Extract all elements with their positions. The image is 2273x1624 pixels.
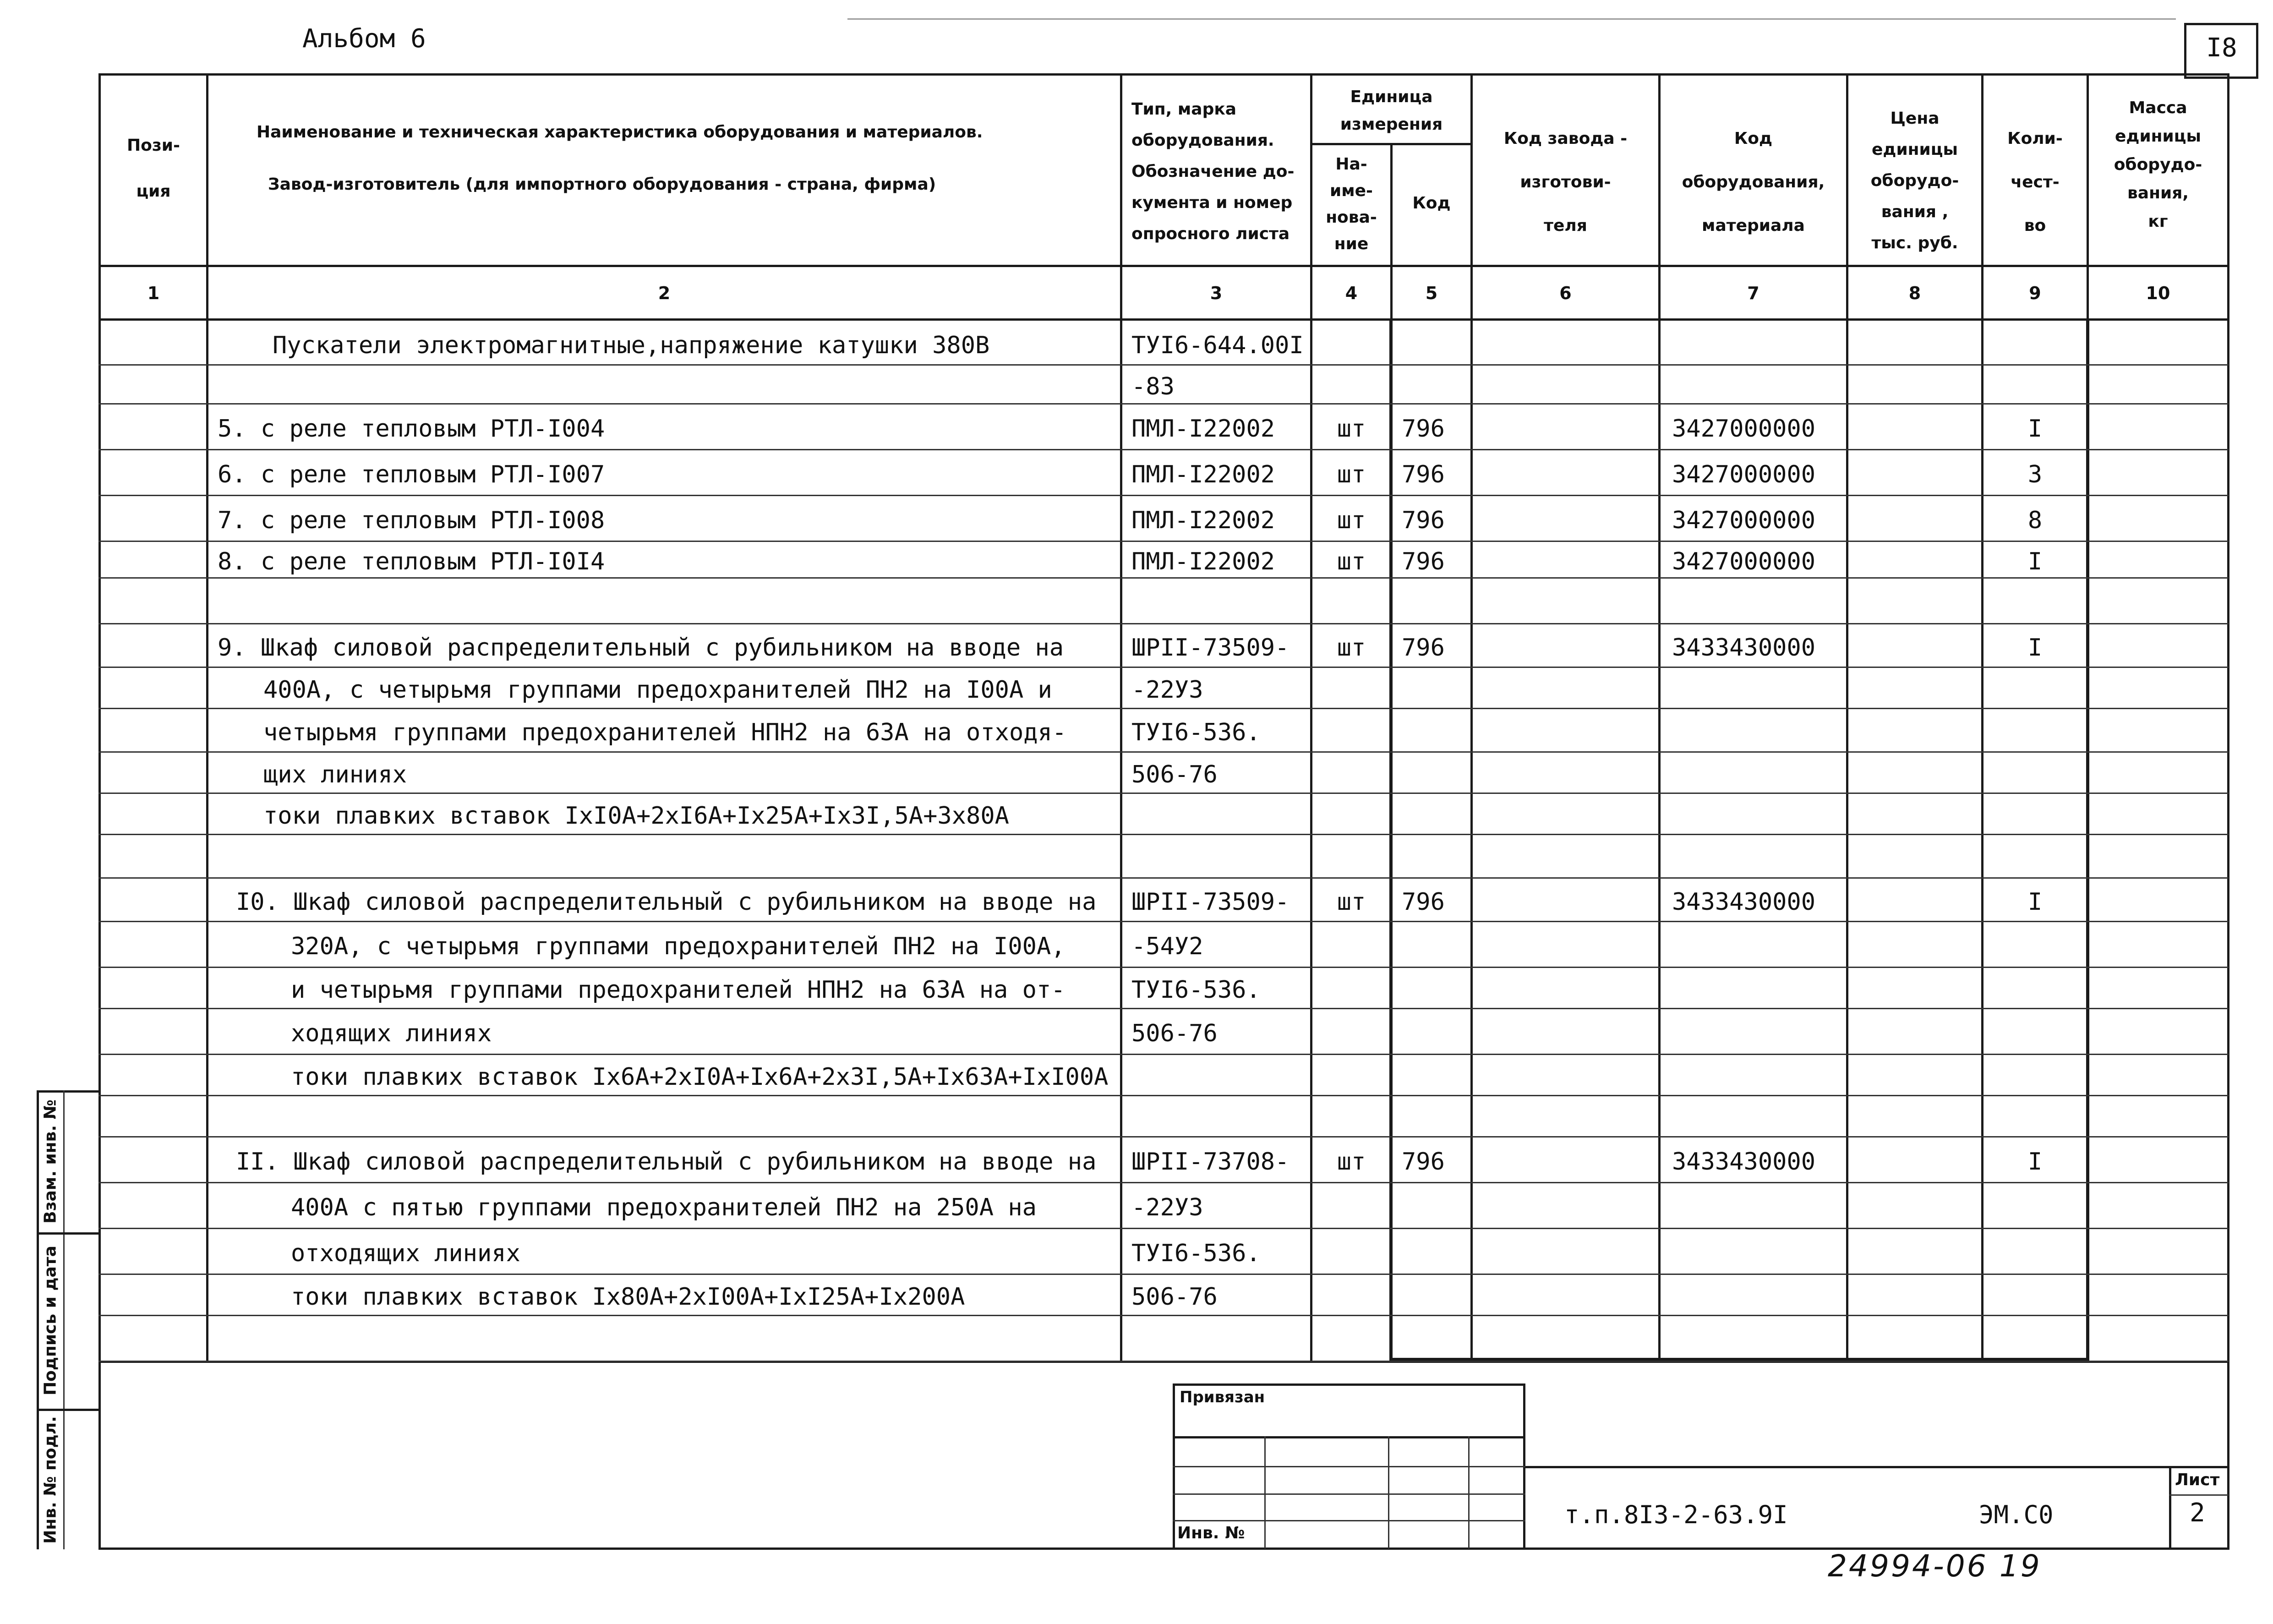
table-row-rule [98, 1228, 2229, 1229]
table-row-rule [98, 1315, 2229, 1316]
cell-qty: I [2027, 888, 2043, 916]
stamp-col-3 [1468, 1436, 1470, 1548]
cell-unit: шт [1337, 415, 1366, 443]
table-row-rule [98, 577, 2229, 579]
cell-name: 400А с пятью группами предохранителей ПН2 на 250А на [291, 1194, 1037, 1221]
header-col3: Тип, марка оборудования. Обозначение до- кумента и номер опросного листа [1131, 100, 1295, 243]
cell-type: -83 [1131, 372, 1175, 400]
cell-name: 7. с реле тепловым РТЛ-I008 [218, 507, 605, 534]
side-label-inv: Инв. № подл. [41, 1416, 60, 1544]
stamp-doc-rule [1525, 1466, 2229, 1468]
cell-equip-code: 3433430000 [1672, 1148, 1816, 1176]
cell-name: токи плавких вставок Ix6А+2xI0А+Ix6А+2x3I,5А+Ix63А+IxI00А [291, 1063, 1109, 1091]
cell-equip-code: 3427000000 [1672, 415, 1816, 443]
header-col10: Масса единицы оборудо- вания, кг [2114, 98, 2202, 231]
cell-name: 9. Шкаф силовой распределительный с рубильником на вводе на [218, 634, 1064, 662]
header-unit-group: Единица измерения [1340, 87, 1443, 134]
cell-unit-code: 796 [1402, 634, 1445, 662]
cell-unit-code: 796 [1402, 461, 1445, 488]
cell-name: ходящих линиях [291, 1020, 492, 1047]
colnum-10: 10 [2146, 283, 2170, 303]
page-corner-number: I8 [2206, 33, 2237, 63]
colnum-4: 4 [1345, 283, 1358, 303]
header-col7: Код оборудования, материала [1682, 129, 1825, 235]
header-col4: На- име- нова- ние [1326, 155, 1377, 253]
cell-qty: I [2027, 415, 2043, 443]
cell-unit: шт [1337, 634, 1366, 662]
cell-equip-code: 3427000000 [1672, 461, 1816, 488]
table-row-rule [98, 1361, 2229, 1362]
colnum-1: 1 [147, 283, 160, 303]
cell-qty: I [2027, 1148, 2043, 1176]
table-row-rule [98, 921, 2229, 922]
colnum-7: 7 [1747, 283, 1759, 303]
side-split-1 [37, 1232, 101, 1235]
cell-name: 8. с реле тепловым РТЛ-I0I4 [218, 548, 605, 575]
table-row-rule [98, 449, 2229, 450]
header-col8: Цена единицы оборудо- вания , тыс. руб. [1870, 109, 1959, 252]
cell-type: ТУI6-536. [1131, 976, 1261, 1004]
header-col2-line2: Завод-изготовитель (для импортного оборудования - страна, фирма) [268, 175, 936, 194]
stamp-inv-no: Инв. № [1177, 1524, 1245, 1542]
table-row-rule [98, 877, 2229, 879]
cell-qty: 8 [2027, 507, 2043, 534]
cell-name: токи плавких вставок IxI0А+2xI6А+Ix25А+Ix3I,5А+3x80А [263, 802, 1009, 830]
side-strip-divider [63, 1090, 65, 1549]
stamp-col-1 [1264, 1436, 1266, 1548]
table-row-rule [98, 708, 2229, 709]
cell-type: ШРII-73509- [1131, 634, 1289, 662]
stamp-mark: ЭМ.С0 [1979, 1500, 2054, 1529]
table-row-rule [98, 623, 2229, 624]
stamp-row-4 [1173, 1520, 1525, 1521]
table-row-rule [98, 834, 2229, 835]
cell-name: II. Шкаф силовой распределительный с рубильником на вводе на [236, 1148, 1097, 1176]
cell-type: -54У2 [1131, 933, 1203, 960]
cell-name: 400А, с четырьмя группами предохранителей ПН2 на I00А и [263, 676, 1052, 704]
cell-type: ШРII-73509- [1131, 888, 1289, 916]
stamp-col-2 [1388, 1436, 1389, 1548]
cell-name: и четырьмя группами предохранителей НПН2 на 63А на от- [291, 976, 1065, 1004]
header-col6: Код завода - изготови- теля [1503, 129, 1628, 235]
table-row-rule [98, 751, 2229, 753]
stamp-sheet-label: Лист [2175, 1471, 2220, 1489]
table-row-rule [98, 1136, 2229, 1137]
cell-unit-code: 796 [1402, 415, 1445, 443]
table-row-rule [98, 541, 2229, 542]
colnum-9: 9 [2029, 283, 2041, 303]
cell-equip-code: 3433430000 [1672, 634, 1816, 662]
cell-unit-code: 796 [1402, 1148, 1445, 1176]
colnum-3: 3 [1210, 283, 1223, 303]
cell-name: четырьмя группами предохранителей НПН2 на 63А на отходя- [263, 718, 1067, 746]
cell-equip-code: 3433430000 [1672, 888, 1816, 916]
side-label-vzam: Взам. инв. № [41, 1099, 60, 1224]
stamp-doc-code: т.п.8I3-2-63.9I [1564, 1500, 1788, 1529]
cell-type: ТУI6-536. [1131, 718, 1261, 746]
cell-name: щих линиях [263, 761, 407, 788]
table-right-border [2227, 73, 2229, 1549]
handwritten-archive-number: 24994-06 19 [1828, 1548, 2042, 1584]
stamp-privyazan: Привязан [1180, 1388, 1265, 1406]
header-col2-line1: Наименование и техническая характеристика оборудования и материалов. [257, 123, 983, 142]
colnum-6: 6 [1559, 283, 1572, 303]
header-col5: Код [1412, 194, 1451, 213]
cell-unit: шт [1337, 888, 1366, 916]
cell-unit-code: 796 [1402, 548, 1445, 575]
cell-qty: 3 [2027, 461, 2043, 488]
cell-type: ТУI6-536. [1131, 1240, 1261, 1267]
table-row-rule [98, 1095, 2229, 1096]
col-divider-2 [1120, 73, 1122, 1363]
cell-type: 506-76 [1131, 1020, 1218, 1047]
album-label: Альбом 6 [302, 24, 426, 54]
cell-name: отходящих линиях [291, 1240, 520, 1267]
cell-unit: шт [1337, 461, 1366, 488]
stamp-row-1 [1173, 1436, 1525, 1438]
cell-type: ПМЛ-I22002 [1131, 415, 1275, 443]
stamp-row-2 [1173, 1466, 1525, 1467]
table-top-border [98, 73, 2229, 76]
cell-unit: шт [1337, 1148, 1366, 1176]
table-row-rule [98, 793, 2229, 794]
table-row-rule [98, 1182, 2229, 1183]
table-row-rule [98, 1054, 2229, 1055]
cell-type: 506-76 [1131, 761, 1218, 788]
side-strip-left [37, 1090, 39, 1549]
stamp-sheet-split [2169, 1494, 2229, 1496]
cell-type: ПМЛ-I22002 [1131, 548, 1275, 575]
table-row-rule [98, 667, 2229, 668]
cell-type: ТУI6-644.00I [1131, 331, 1304, 359]
header-bottom-rule [98, 265, 2229, 267]
cell-type: ПМЛ-I22002 [1131, 507, 1275, 534]
cell-qty: I [2027, 634, 2043, 662]
cell-unit-code: 796 [1402, 507, 1445, 534]
unit-group-split [1310, 143, 1473, 145]
table-row-rule [98, 967, 2229, 968]
side-strip-top [37, 1090, 101, 1093]
colnum-2: 2 [658, 283, 671, 303]
cell-type: -22УЗ [1131, 676, 1203, 704]
cell-type: -22УЗ [1131, 1194, 1203, 1221]
cell-equip-code: 3427000000 [1672, 548, 1816, 575]
cell-unit: шт [1337, 548, 1366, 575]
header-col1: Пози- ция [127, 136, 180, 201]
table-row-rule [98, 1274, 2229, 1275]
colnum-5: 5 [1425, 283, 1438, 303]
cell-name: Пускатели электромагнитные,напряжение катушки 380В [273, 331, 990, 359]
cell-unit-code: 796 [1402, 888, 1445, 916]
table-row-rule [98, 495, 2229, 496]
col-divider-1 [206, 73, 208, 1363]
header-col9: Коли- чест- во [2007, 129, 2063, 235]
side-split-2 [37, 1409, 101, 1411]
colnum-8: 8 [1908, 283, 1921, 303]
top-rule [847, 18, 2176, 20]
table-row-rule [98, 1008, 2229, 1009]
cell-type: ШРII-73708- [1131, 1148, 1289, 1176]
cell-name: 5. с реле тепловым РТЛ-I004 [218, 415, 605, 443]
cell-unit: шт [1337, 507, 1366, 534]
table-row-rule [98, 364, 2229, 366]
stamp-sheet-number: 2 [2190, 1498, 2205, 1528]
stamp-row-3 [1173, 1493, 1525, 1495]
cell-type: 506-76 [1131, 1283, 1218, 1311]
stamp-sheet-left [2169, 1466, 2171, 1548]
side-label-podpis: Подпись и дата [41, 1246, 60, 1395]
cell-type: ПМЛ-I22002 [1131, 461, 1275, 488]
cell-name: I0. Шкаф силовой распределительный с рубильником на вводе на [236, 888, 1097, 916]
cell-name: 6. с реле тепловым РТЛ-I007 [218, 461, 605, 488]
cell-equip-code: 3427000000 [1672, 507, 1816, 534]
cell-name: 320А, с четырьмя группами предохранителей ПН2 на I00А, [291, 933, 1065, 960]
cell-name: токи плавких вставок Ix80А+2xI00А+IxI25А+Ix200А [291, 1283, 965, 1311]
cell-qty: I [2027, 548, 2043, 575]
table-row-rule [98, 403, 2229, 405]
